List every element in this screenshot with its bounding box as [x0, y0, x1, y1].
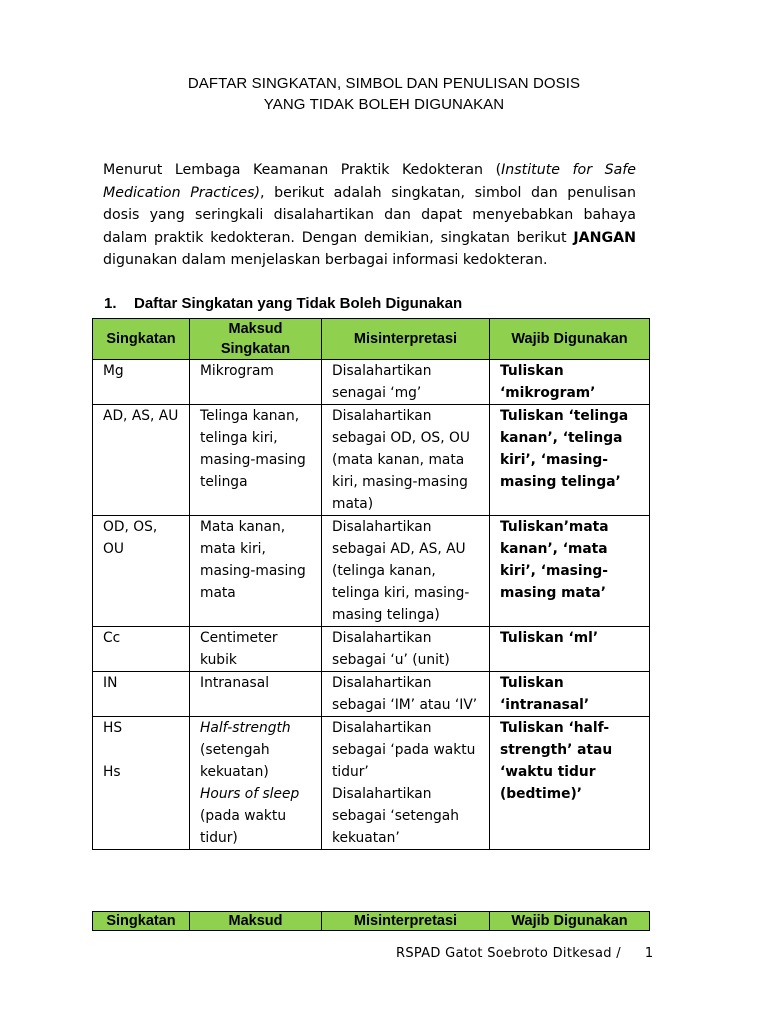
cell-use: Tuliskan’mata kanan’, ‘mata kiri’, ‘masing-masing mata’ — [490, 516, 650, 627]
cell-misread: Disalahartikan sebagai AD, AS, AU (telinga kanan, telinga kiri, masing-masing telinga) — [322, 516, 490, 627]
intro-paragraph — [103, 159, 636, 272]
header-wajib: Wajib Digunakan — [490, 912, 650, 931]
meaning-half-strength — [200, 717, 313, 783]
section-title: Daftar Singkatan yang Tidak Boleh Digunakan — [134, 295, 463, 312]
misread-2: Disalahartikan sebagai ‘setengah kekuatan’ — [332, 786, 459, 846]
cell-meaning: Centimeter kubik — [190, 627, 322, 672]
meaning-italic: Half-strength — [200, 720, 291, 736]
cell-abbr: OD, OS, OU — [93, 516, 190, 627]
table-row — [93, 360, 650, 405]
cell-use: Tuliskan ‘ml’ — [490, 627, 650, 672]
cell-use: Tuliskan ‘half-strength’ atau ‘waktu tidur (bedtime)’ — [490, 717, 650, 850]
intro-text-2: , berikut adalah singkatan, simbol dan penulisan dosis yang seringkali disalahartikan dan dapat menyebabkan bahaya dalam praktik kedokteran. Dengan demikian, singkatan berikut — [103, 184, 636, 246]
table-row — [93, 672, 650, 717]
abbr-hs-upper: HS — [103, 720, 123, 736]
document-title — [0, 73, 768, 115]
meaning-rest: (pada waktu tidur) — [200, 808, 287, 846]
intro-bold: JANGAN — [573, 229, 636, 246]
meaning-italic: Hours of sleep — [200, 786, 300, 802]
cell-misread: Disalahartikan sebagai ‘IM’ atau ‘IV’ — [322, 672, 490, 717]
table-header-row — [93, 912, 650, 931]
page-footer — [396, 946, 653, 961]
cell-abbr — [93, 717, 190, 850]
cell-use: Tuliskan ‘intranasal’ — [490, 672, 650, 717]
header-wajib: Wajib Digunakan — [490, 319, 650, 360]
cell-abbr: IN — [93, 672, 190, 717]
misread-1: Disalahartikan sebagai ‘pada waktu tidur’ — [332, 720, 476, 780]
intro-italic: Institute for Safe Medication Practices) — [103, 162, 637, 201]
continued-table — [92, 911, 650, 931]
footer-text: RSPAD Gatot Soebroto Ditkesad / — [396, 946, 621, 961]
cell-misread: Disalahartikan sebagai OD, OS, OU (mata kanan, mata kiri, masing-masing mata) — [322, 405, 490, 516]
meaning-rest: (setengah kekuatan) — [200, 742, 270, 780]
cell-meaning: Telinga kanan, telinga kiri, masing-masing telinga — [190, 405, 322, 516]
cell-abbr: Cc — [93, 627, 190, 672]
cell-use: Tuliskan ‘telinga kanan’, ‘telinga kiri’, ‘masing-masing telinga’ — [490, 405, 650, 516]
table-header-row — [93, 319, 650, 360]
header-misinterpretasi: Misinterpretasi — [322, 319, 490, 360]
intro-text-1: Menurut Lembaga Keamanan Praktik Kedokteran ( — [103, 162, 502, 178]
title-line-2: YANG TIDAK BOLEH DIGUNAKAN — [263, 96, 505, 113]
spacer — [103, 739, 181, 761]
table-row — [93, 405, 650, 516]
cell-meaning — [190, 717, 322, 850]
page-number: 1 — [644, 946, 654, 961]
cell-use: Tuliskan ‘mikrogram’ — [490, 360, 650, 405]
header-maksud: Maksud — [190, 912, 322, 931]
table-row — [93, 516, 650, 627]
cell-abbr: Mg — [93, 360, 190, 405]
header-misinterpretasi: Misinterpretasi — [322, 912, 490, 931]
table-row-hs — [93, 717, 650, 850]
abbr-hs-lower: Hs — [103, 764, 121, 780]
cell-misread: Disalahartikan senagai ‘mg’ — [322, 360, 490, 405]
section-heading — [104, 294, 462, 314]
header-singkatan: Singkatan — [93, 912, 190, 931]
cell-meaning: Mata kanan, mata kiri, masing-masing mata — [190, 516, 322, 627]
intro-text-3: digunakan dalam menjelaskan berbagai informasi kedokteran. — [103, 252, 548, 269]
cell-misread — [322, 717, 490, 850]
header-singkatan: Singkatan — [93, 319, 190, 360]
cell-abbr: AD, AS, AU — [93, 405, 190, 516]
section-number: 1. — [104, 295, 117, 312]
cell-meaning: Intranasal — [190, 672, 322, 717]
cell-meaning: Mikrogram — [190, 360, 322, 405]
cell-misread: Disalahartikan sebagai ‘u’ (unit) — [322, 627, 490, 672]
title-line-1: DAFTAR SINGKATAN, SIMBOL DAN PENULISAN DOSIS — [187, 75, 581, 92]
meaning-hours-of-sleep — [200, 783, 313, 849]
abbreviation-table — [92, 318, 650, 850]
header-maksud: Maksud Singkatan — [190, 319, 322, 360]
table-row — [93, 627, 650, 672]
